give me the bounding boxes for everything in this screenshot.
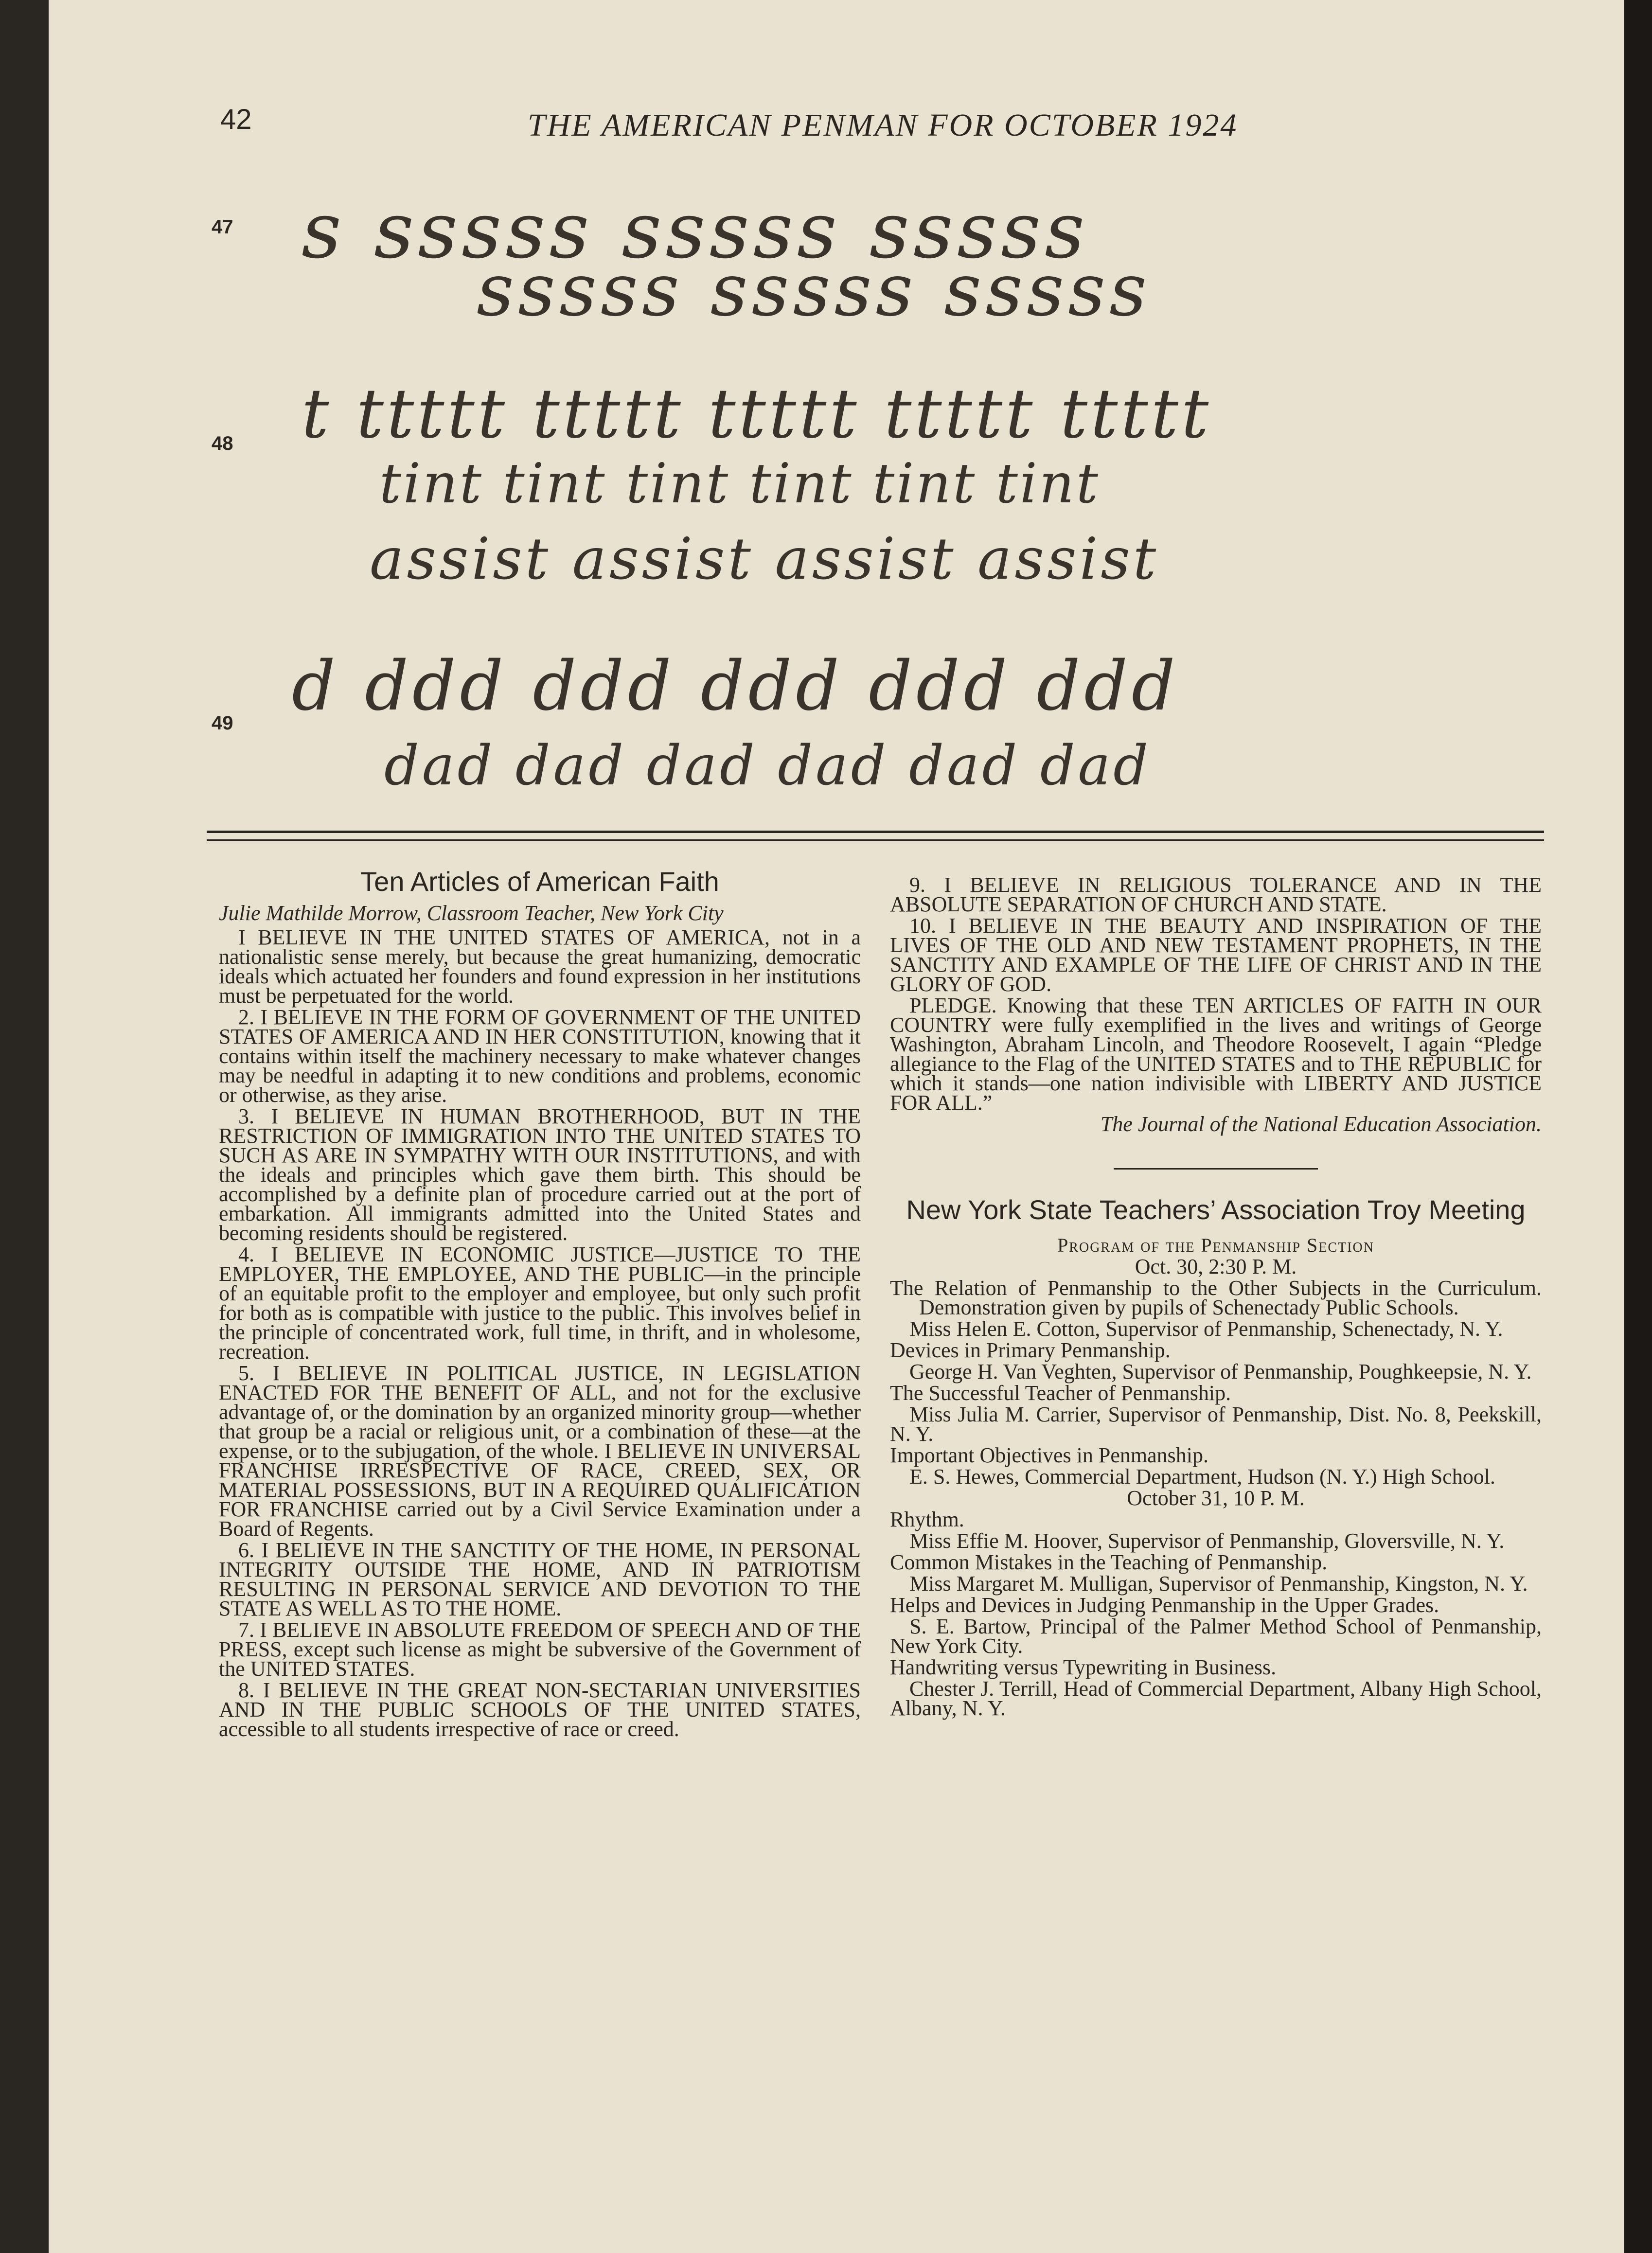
drill-line: t ttttt ttttt ttttt ttttt ttttt bbox=[302, 374, 1212, 454]
article-byline: Julie Mathilde Morrow, Classroom Teacher, New York City bbox=[219, 901, 724, 925]
drill-number: 47 bbox=[212, 216, 233, 238]
program-topic: Important Objectives in Penmanship. bbox=[890, 1443, 1208, 1467]
drill-number: 49 bbox=[212, 712, 233, 734]
article-item: 5. I BELIEVE IN POLITICAL JUSTICE, IN LEGISLATION ENACTED FOR THE BENEFIT OF ALL, and not for the exclusive advantage of, or the domination by an organized minority group—whether that group be a racial or religious unit, or a combination of these—at the expense, or to the subjugation, of the whole. I BELIEVE IN UNIVERSAL FRANCHISE IRRESPECTIVE OF RACE, CREED, SEX, OR MATERIAL POSSESSIONS, BUT IN A REQUIRED QUALIFICATION FOR FRANCHISE carried out by a Civil Service Examination under a Board of Regents. bbox=[219, 1361, 861, 1541]
program-speaker: Miss Effie M. Hoover, Supervisor of Penmanship, Gloversville, N. Y. bbox=[909, 1529, 1505, 1553]
program-topic: Rhythm. bbox=[890, 1508, 964, 1531]
article-title: Ten Articles of American Faith bbox=[360, 866, 719, 897]
meeting-date: October 31, 10 P. M. bbox=[1127, 1486, 1305, 1510]
program-topic: The Relation of Penmanship to the Other Subjects in the Curriculum. Demonstration given by pupils of Schenectady Public Schools. bbox=[890, 1276, 1542, 1319]
articles-column bbox=[219, 866, 861, 1741]
program-speaker: E. S. Hewes, Commercial Department, Hudson (N. Y.) High School. bbox=[909, 1465, 1495, 1489]
drill-line: assist assist assist assist bbox=[370, 525, 1159, 592]
program-topic: Handwriting versus Typewriting in Business. bbox=[890, 1655, 1277, 1679]
article-source: The Journal of the National Education Association. bbox=[1100, 1112, 1542, 1136]
program-speaker: S. E. Bartow, Principal of the Palmer Method School of Penmanship, New York City. bbox=[890, 1614, 1542, 1658]
article-item: 8. I BELIEVE IN THE GREAT NON-SECTARIAN UNIVERSITIES AND IN THE PUBLIC SCHOOLS OF THE UNITED STATES, accessible to all students irrespective of race or creed. bbox=[219, 1678, 861, 1741]
article-item: 10. I BELIEVE IN THE BEAUTY AND INSPIRATION OF THE LIVES OF THE OLD AND NEW TESTAMENT PROPHETS, IN THE SANCTITY AND EXAMPLE OF THE LIFE OF CHRIST AND IN THE GLORY OF GOD. bbox=[890, 914, 1542, 996]
program-topic: Helps and Devices in Judging Penmanship in the Upper Grades. bbox=[890, 1593, 1439, 1617]
article-item: 6. I BELIEVE IN THE SANCTITY OF THE HOME, IN PERSONAL INTEGRITY OUTSIDE THE HOME, AND IN PATRIOTISM RESULTING IN PERSONAL SERVICE AND DEVOTION TO THE STATE AS WELL AS TO THE HOME. bbox=[219, 1538, 861, 1620]
book-spine bbox=[1624, 0, 1652, 2253]
article-item: 2. I BELIEVE IN THE FORM OF GOVERNMENT OF THE UNITED STATES OF AMERICA AND IN HER CONSTITUTION, knowing that it contains within itself the machinery necessary to make whatever changes may be needful in adapting it to new conditions and problems, economic or otherwise, as they arise. bbox=[219, 1005, 861, 1107]
program-topic: Devices in Primary Penmanship. bbox=[890, 1338, 1171, 1362]
drill-line: dad dad dad dad dad dad bbox=[384, 734, 1151, 798]
drill-line: s sssss sssss sssss bbox=[302, 185, 1089, 276]
drill-line: d ddd ddd ddd ddd ddd bbox=[292, 647, 1179, 726]
drill-line: sssss sssss sssss bbox=[477, 248, 1151, 333]
program-speaker: Miss Margaret M. Mulligan, Supervisor of Penmanship, Kingston, N. Y. bbox=[909, 1572, 1528, 1596]
meeting-date: Oct. 30, 2:30 P. M. bbox=[1135, 1255, 1297, 1278]
divider-rule bbox=[207, 839, 1544, 841]
running-header: THE AMERICAN PENMAN FOR OCTOBER 1924 bbox=[528, 107, 1238, 143]
right-column bbox=[890, 875, 1542, 1720]
article-pledge: PLEDGE. Knowing that these TEN ARTICLES OF FAITH IN OUR COUNTRY were fully exemplified in the lives and writings of George Washington, Abraham Lincoln, and Theodore Roosevelt, I again “Pledge allegiance to the Flag of the UNITED STATES and to THE REPUBLIC for which it stands—one nation indivisible with LIBERTY AND JUSTICE FOR ALL.” bbox=[890, 993, 1542, 1115]
meeting-subtitle: Program of the Penmanship Section bbox=[1057, 1234, 1374, 1256]
drill-line: tint tint tint tint tint tint bbox=[379, 452, 1100, 515]
article-item: 3. I BELIEVE IN HUMAN BROTHERHOOD, BUT IN THE RESTRICTION OF IMMIGRATION INTO THE UNITED STATES TO SUCH AS ARE IN SYMPATHY WITH OUR INSTITUTIONS, and with the ideals and principles which gave them birth. This should be accomplished by a definite plan of procedure carried out at the port of embarkation. All immigrants admitted into the United States and becoming residents should be registered. bbox=[219, 1104, 861, 1245]
program-topic: The Successful Teacher of Penmanship. bbox=[890, 1381, 1231, 1405]
meeting-title: New York State Teachers’ Association Troy Meeting bbox=[906, 1194, 1526, 1225]
article-item: 9. I BELIEVE IN RELIGIOUS TOLERANCE AND IN THE ABSOLUTE SEPARATION OF CHURCH AND STATE. bbox=[890, 873, 1542, 916]
program-topic: Common Mistakes in the Teaching of Penmanship. bbox=[890, 1550, 1328, 1574]
page-number: 42 bbox=[220, 104, 252, 135]
article-item: 7. I BELIEVE IN ABSOLUTE FREEDOM OF SPEECH AND OF THE PRESS, except such license as might be subversive of the Government of the UNITED STATES. bbox=[219, 1618, 861, 1681]
section-divider bbox=[1114, 1168, 1318, 1170]
article-item: 4. I BELIEVE IN ECONOMIC JUSTICE—JUSTICE TO THE EMPLOYER, THE EMPLOYEE, AND THE PUBLIC—in the principle of an equitable profit to the employer and employee, but only such profit for both as is compatible with justice to the public. This involves belief in the principle of concentrated work, full time, in thrift, and in wholesome, recreation. bbox=[219, 1242, 861, 1364]
program-speaker: Chester J. Terrill, Head of Commercial Department, Albany High School, Albany, N. Y. bbox=[890, 1677, 1542, 1720]
program-speaker: Miss Julia M. Carrier, Supervisor of Penmanship, Dist. No. 8, Peekskill, N. Y. bbox=[890, 1402, 1542, 1446]
program-speaker: Miss Helen E. Cotton, Supervisor of Penmanship, Schenectady, N. Y. bbox=[909, 1317, 1503, 1341]
divider-rule bbox=[207, 831, 1544, 833]
article-item: I BELIEVE IN THE UNITED STATES OF AMERICA, not in a nationalistic sense merely, but because the great humanizing, democratic ideals which actuated her founders and found expression in her institutions must be perpetuated for the world. bbox=[219, 925, 861, 1008]
drill-number: 48 bbox=[212, 433, 233, 454]
program-speaker: George H. Van Veghten, Supervisor of Penmanship, Poughkeepsie, N. Y. bbox=[909, 1360, 1532, 1384]
